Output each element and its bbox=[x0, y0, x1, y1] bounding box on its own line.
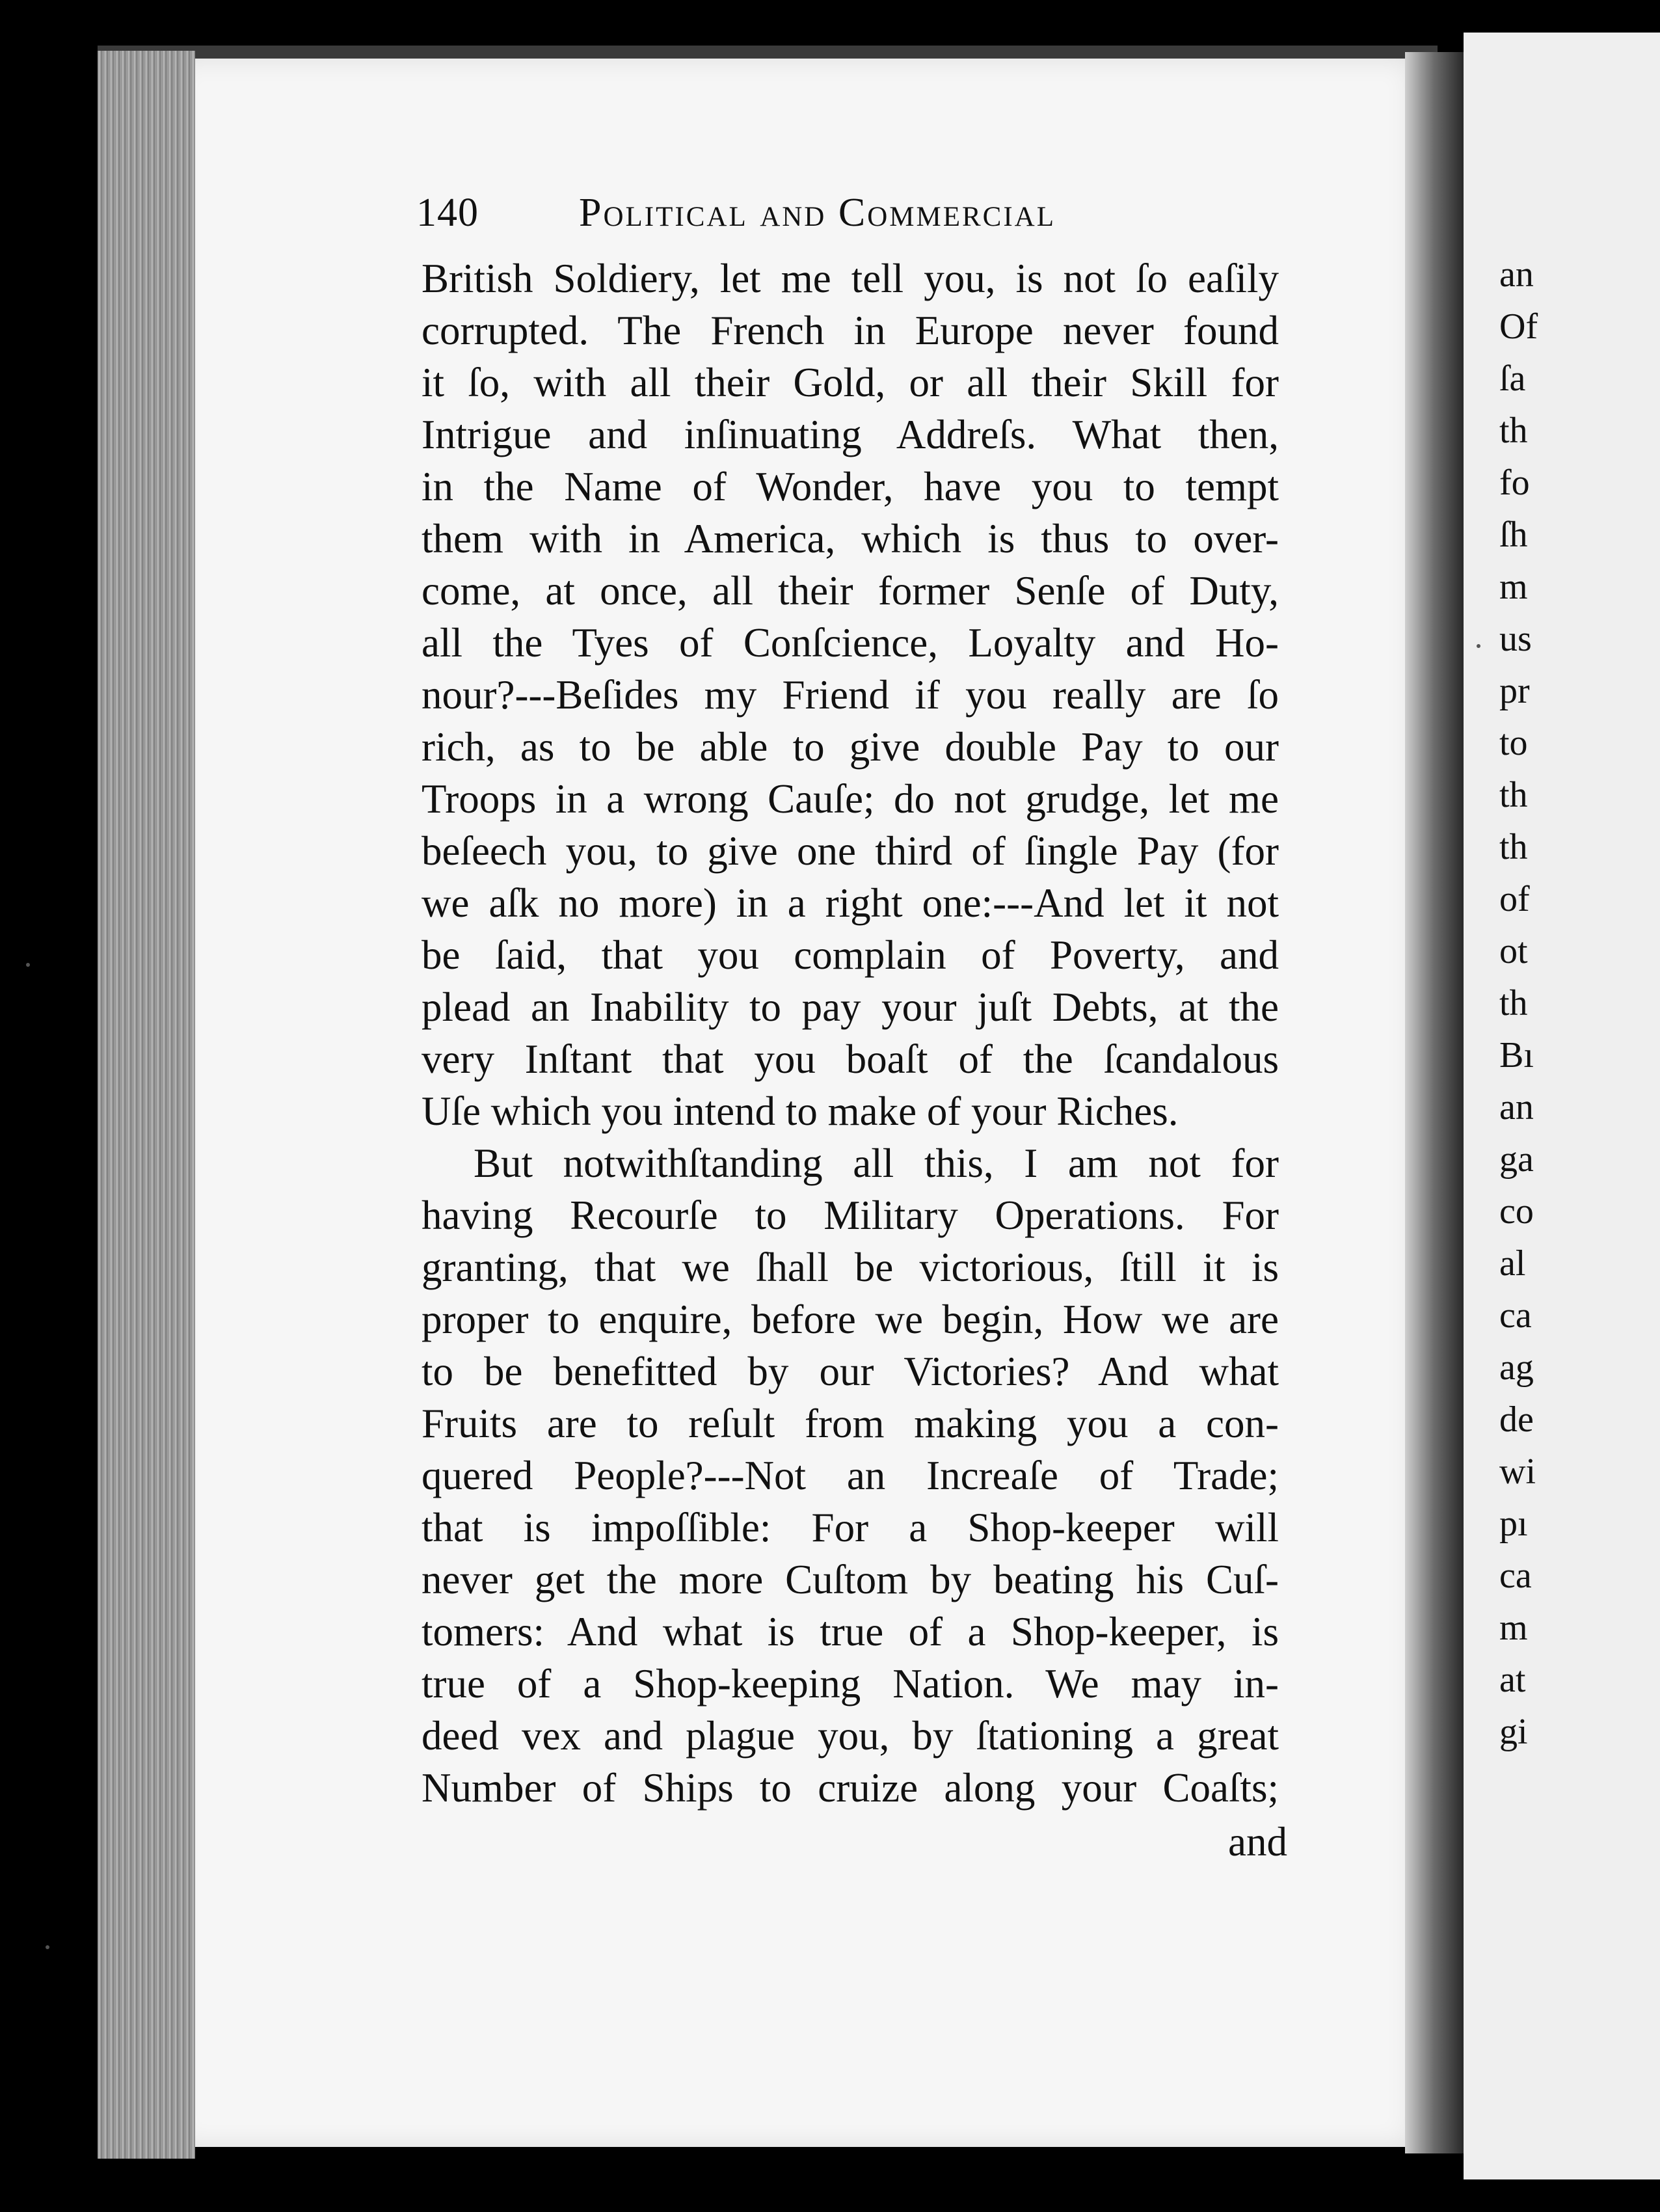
text-line: never get the more Cuſtom by beating his Cuſ- bbox=[422, 1557, 1279, 1602]
text-line: rich, as to be able to give double Pay to our bbox=[422, 724, 1279, 770]
facing-page-fragment: wi bbox=[1499, 1451, 1536, 1492]
facing-page-fragment: m bbox=[1499, 1608, 1528, 1648]
facing-page-fragment: th bbox=[1499, 775, 1528, 815]
facing-page-fragment: ca bbox=[1499, 1556, 1532, 1596]
text-line: to be benefitted by our Victories? And what bbox=[422, 1349, 1279, 1394]
text-line: corrupted. The French in Europe never found bbox=[422, 308, 1279, 353]
facing-page-fragment: to bbox=[1499, 723, 1528, 763]
facing-page-fragment: ga bbox=[1499, 1139, 1534, 1180]
facing-page-fragment: de bbox=[1499, 1399, 1534, 1440]
text-line: granting, that we ſhall be victorious, ſtill it is bbox=[422, 1245, 1279, 1290]
text-line: tomers: And what is true of a Shop-keeper, is bbox=[422, 1609, 1279, 1654]
facing-page-fragment: gi bbox=[1499, 1712, 1528, 1752]
text-line: be ſaid, that you complain of Poverty, and bbox=[422, 932, 1279, 978]
scan-speck bbox=[1477, 644, 1480, 648]
facing-page-fragment: co bbox=[1499, 1191, 1534, 1232]
body-text bbox=[422, 252, 1279, 1814]
facing-page-fragment: pı bbox=[1499, 1504, 1528, 1544]
text-line: in the Name of Wonder, have you to tempt bbox=[422, 464, 1279, 509]
facing-page-fragment: ag bbox=[1499, 1347, 1534, 1388]
text-line: them with in America, which is thus to over- bbox=[422, 516, 1279, 561]
text-line: deed vex and plague you, by ſtationing a great bbox=[422, 1713, 1279, 1759]
facing-page-fragment: Bı bbox=[1499, 1035, 1534, 1075]
text-line: beſeech you, to give one third of ſingle Pay (for bbox=[422, 828, 1279, 874]
text-line: nour?---Beſides my Friend if you really are ſo bbox=[422, 672, 1279, 718]
running-title: Political and Commercial bbox=[579, 191, 1056, 235]
facing-page-fragment: an bbox=[1499, 1087, 1534, 1127]
text-line: Fruits are to reſult from making you a con- bbox=[422, 1401, 1279, 1446]
book-gutter bbox=[1405, 52, 1470, 2153]
text-line: that is impoſſible: For a Shop-keeper will bbox=[422, 1505, 1279, 1550]
facing-page-fragment: Of bbox=[1499, 306, 1538, 347]
text-line: Uſe which you intend to make of your Riches. bbox=[422, 1088, 1179, 1134]
text-line: plead an Inability to pay your juſt Debts, at the bbox=[422, 984, 1279, 1030]
facing-page-fragment: th bbox=[1499, 411, 1528, 451]
text-line: we aſk no more) in a right one:---And let it not bbox=[422, 880, 1279, 926]
text-line: Troops in a wrong Cauſe; do not grudge, let me bbox=[422, 776, 1279, 822]
facing-page-fragment: ſh bbox=[1499, 515, 1528, 555]
text-line: all the Tyes of Conſcience, Loyalty and Ho- bbox=[422, 620, 1279, 666]
scan-speck bbox=[26, 963, 30, 967]
facing-page-fragment: an bbox=[1499, 254, 1534, 295]
page-fore-edge bbox=[98, 51, 195, 2159]
text-line: come, at once, all their former Senſe of Duty, bbox=[422, 568, 1279, 614]
text-line: very Inſtant that you boaſt of the ſcandalous bbox=[422, 1036, 1279, 1082]
facing-page bbox=[1464, 33, 1660, 2179]
facing-page-fragment: ot bbox=[1499, 931, 1528, 971]
text-line: British Soldiery, let me tell you, is not ſo eaſily bbox=[422, 256, 1279, 301]
facing-page-fragment: of bbox=[1499, 879, 1530, 919]
facing-page-fragment: ſa bbox=[1499, 358, 1526, 399]
facing-page-fragment: ca bbox=[1499, 1295, 1532, 1336]
text-line: proper to enquire, before we begin, How we are bbox=[422, 1297, 1279, 1342]
text-line: Intrigue and inſinuating Addreſs. What then, bbox=[422, 412, 1279, 457]
facing-page-fragment: fo bbox=[1499, 463, 1530, 503]
text-line: having Recourſe to Military Operations. For bbox=[422, 1193, 1279, 1238]
facing-page-fragment: th bbox=[1499, 827, 1528, 867]
scan-speck bbox=[46, 1945, 49, 1949]
facing-page-fragment: pr bbox=[1499, 671, 1530, 711]
text-line: it ſo, with all their Gold, or all their Skill for bbox=[422, 360, 1279, 405]
facing-page-fragment: th bbox=[1499, 983, 1528, 1023]
paragraph-start-line: But notwithſtanding all this, I am not for bbox=[474, 1140, 1279, 1186]
page-header bbox=[416, 190, 1288, 242]
page-number: 140 bbox=[416, 191, 479, 235]
text-line: true of a Shop-keeping Nation. We may in- bbox=[422, 1661, 1279, 1706]
facing-page-fragment: us bbox=[1499, 619, 1532, 659]
text-line: quered People?---Not an Increaſe of Trade; bbox=[422, 1453, 1279, 1498]
catchword: and bbox=[1228, 1819, 1287, 1865]
text-line: Number of Ships to cruize along your Coaſts; bbox=[422, 1765, 1279, 1811]
facing-page-fragment: al bbox=[1499, 1243, 1526, 1284]
facing-page-fragment: m bbox=[1499, 567, 1528, 607]
facing-page-fragment: at bbox=[1499, 1660, 1526, 1700]
